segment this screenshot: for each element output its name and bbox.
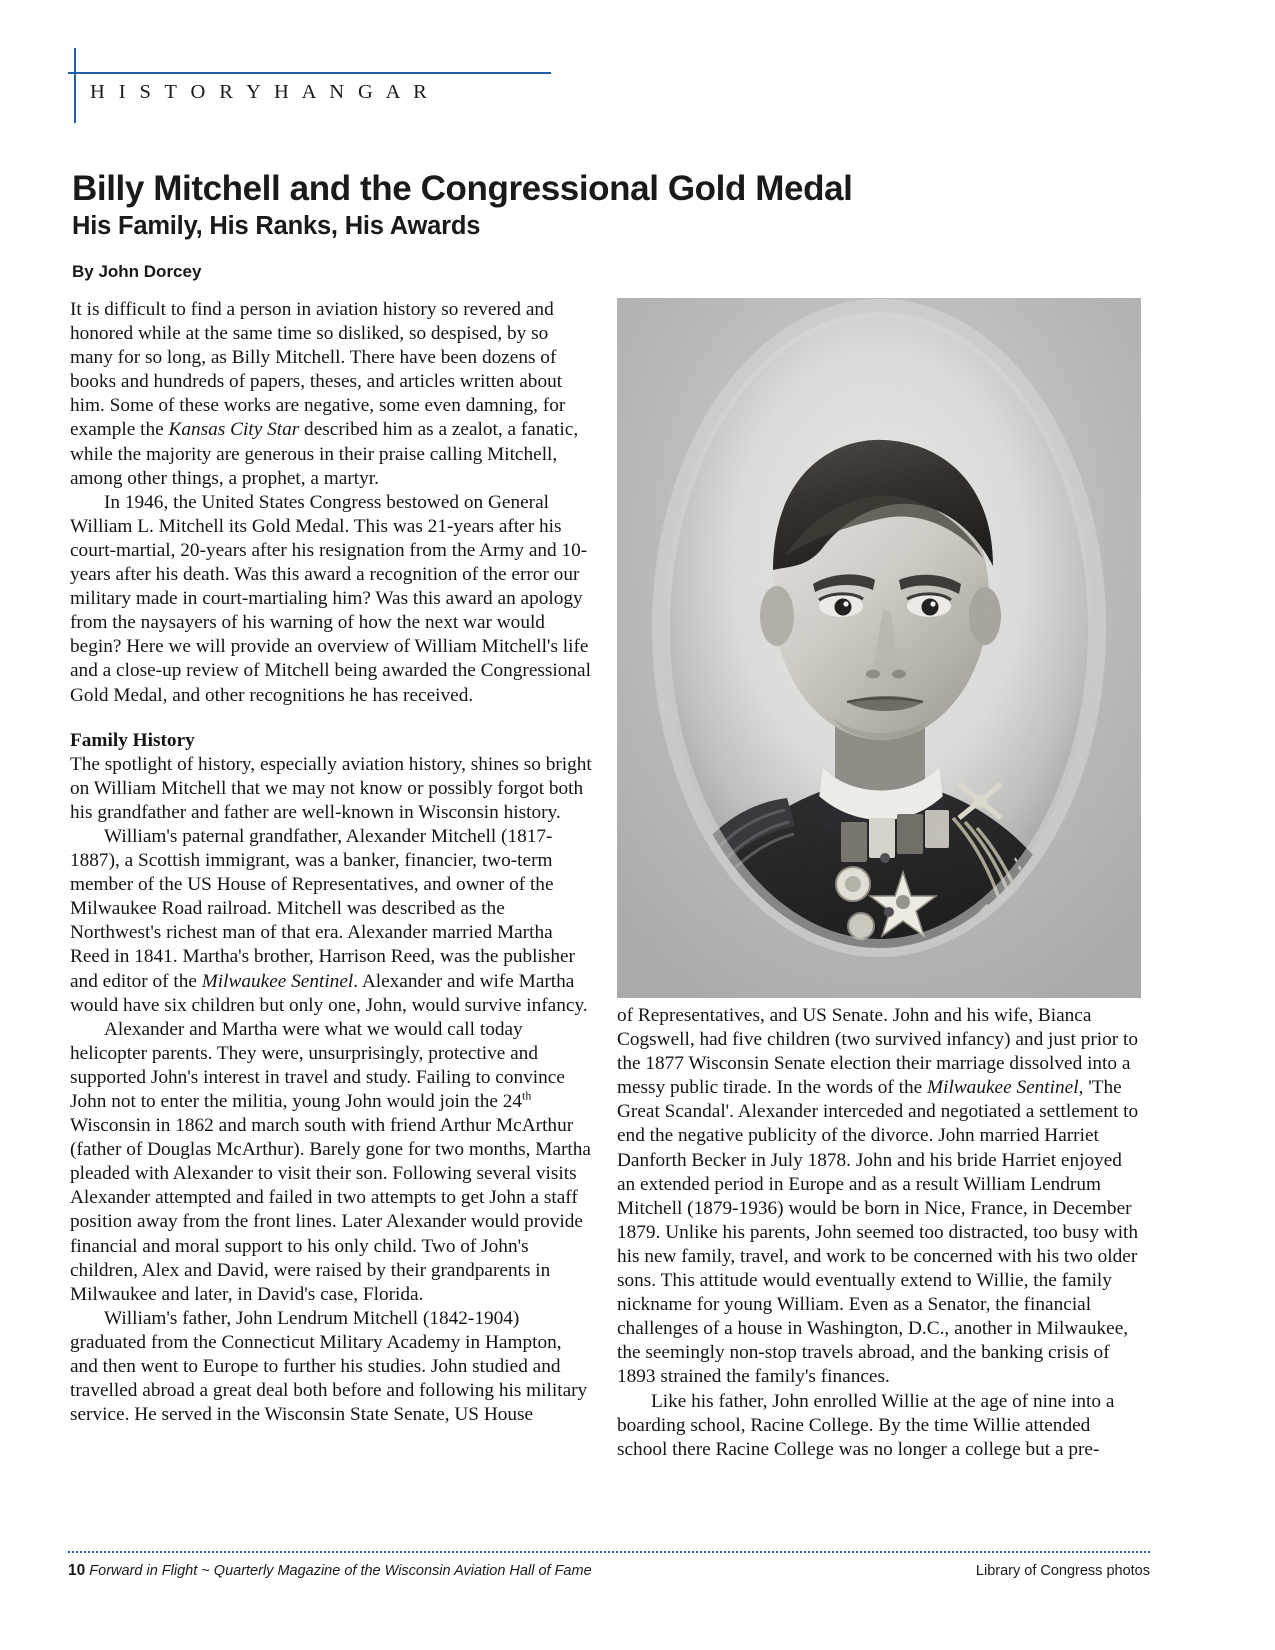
paragraph-text: William's paternal grandfather, Alexander Mitchell (1817-1887), a Scottish immigrant, was a banker, financier, two-term member of the US House of Representatives, and owner of the Milwaukee Road railroad. Mitchell was described as the Northwest's richest man of that era. Alexander married Martha Reed in 1841. Martha's brother, Harrison Reed, was the publisher and editor of the xyxy=(70,825,575,992)
publication-title-milwaukee-sentinel: Milwaukee Sentinel xyxy=(201,970,354,992)
paragraph-text: described him as a zealot, a fanatic, while the majority are generous in their praise calling Mitchell, among other things, a prophet, a martyr. xyxy=(70,419,579,489)
masthead-vertical-rule xyxy=(74,48,76,123)
paragraph-text: of Representatives, and US Senate. John and his wife, Bianca Cogswell, had five children (two survived infancy) and just prior to the 1877 Wisconsin Senate election their marriage dissolved into a messy public tirade. In the words of the xyxy=(617,1005,1139,1099)
section-heading-family-history: Family History xyxy=(70,729,195,751)
paragraph-intro xyxy=(70,298,593,491)
publication-title-milwaukee-sentinel: Milwaukee Sentinel xyxy=(927,1077,1079,1099)
footer-left-group xyxy=(68,1562,592,1580)
body-column-right xyxy=(617,1004,1141,1462)
footer xyxy=(68,1562,1150,1590)
masthead-horizontal-rule xyxy=(68,72,551,74)
paragraph-text: It is difficult to find a person in aviation history so revered and honored while at the same time so disliked, so despised, by so many for so long, as Billy Mitchell. There have been dozens of books and hundreds of papers, theses, and articles written about him. Some of these works are negative, some even damning, for example the xyxy=(70,299,566,441)
page-subtitle: His Family, His Ranks, His Awards xyxy=(72,212,481,240)
title-block xyxy=(72,168,1072,242)
paragraph-grandfather xyxy=(70,825,593,1018)
byline: By John Dorcey xyxy=(72,262,202,281)
paragraph-spotlight: The spotlight of history, especially aviation history, shines so bright on William Mitchell that we may not know or possibly forgot both his grandfather and father are well-known in Wisconsin history. xyxy=(70,753,592,823)
magazine-name: Forward in Flight ~ Quarterly Magazine of the Wisconsin Aviation Hall of Fame xyxy=(89,1563,592,1579)
ordinal-superscript: th xyxy=(522,1088,532,1103)
photo-credit: Library of Congress photos xyxy=(975,1563,1150,1579)
paragraph-gold-medal: In 1946, the United States Congress bestowed on General William L. Mitchell its Gold Medal. This was 21-years after his court-martial, 20-years after his resignation from the Army and 10-years after his death. Was this award a recognition of the error our military made in court-martialing him? Was this award an apology from the naysayers of his warning of how the next war would begin? Here we will provide an overview of William Mitchell's life and a close-up review of Mitchell being awarded the Congressional Gold Medal, and other recognitions he has received. xyxy=(70,491,591,706)
paragraph-racine-college: Like his father, John enrolled Willie at the age of nine into a boarding school, Racine College. By the time Willie attended school there Racine College was no longer a college but a pre- xyxy=(617,1390,1115,1460)
body-column-left xyxy=(70,298,593,1427)
paragraph-father: William's father, John Lendrum Mitchell (1842-1904) graduated from the Connecticut Military Academy in Hampton, and then went to Europe to further his studies. John studied and travelled abroad a great deal both before and following his military service. He served in the Wisconsin State Senate, US House xyxy=(70,1307,588,1426)
paragraph-senate xyxy=(617,1004,1141,1390)
paragraph-text: . Alexander and wife Martha would have six children but only one, John, would survive infancy. xyxy=(70,970,588,1016)
page-title: Billy Mitchell and the Congressional Gold Medal xyxy=(72,169,853,208)
paragraph-text: Alexander and Martha were what we would call today helicopter parents. They were, unsurprisingly, protective and supported John's interest in travel and study. Failing to convince John not to enter the militia, young John would join the 24 xyxy=(70,1018,565,1112)
portrait-photo xyxy=(617,298,1141,998)
paragraph-text: , 'The Great Scandal'. Alexander interceded and negotiated a settlement to end the negative publicity of the divorce. John married Harriet Danforth Becker in July 1878. John and his bride Harriet enjoyed an extended period in Europe and as a result William Lendrum Mitchell (1879-1936) would be born in Nice, France, in December 1879. Unlike his parents, John seemed too distracted, too busy with his new family, travel, and work to be concerned with his two older sons. This attitude would eventually extend to Willie, the family nickname for young William. Even as a Senator, the financial challenges of a house in Washington, D.C., another in Milwaukee, the seemingly non-stop travels abroad, and the banking crisis of 1893 strained the family's finances. xyxy=(617,1077,1139,1388)
masthead xyxy=(68,48,1150,138)
page-number: 10 xyxy=(68,1562,86,1579)
paragraph-text: Wisconsin in 1862 and march south with friend Arthur McArthur (father of Douglas McArthur). Barely gone for two months, Martha pleaded with Alexander to visit their son. Following several visits Alexander attempted and failed in two attempts to get John a staff position away from the front lines. Later Alexander would provide financial and moral support to his only child. Two of John's children, Alex and David, were raised by their grandparents in Milwaukee and later, in David's case, Florida. xyxy=(70,1115,591,1305)
paragraph-helicopter-parents xyxy=(70,1018,593,1307)
publication-title-kansas-city-star: Kansas City Star xyxy=(168,419,300,441)
section-label: H I S T O R Y H A N G A R xyxy=(90,81,432,103)
footer-divider xyxy=(68,1551,1150,1553)
